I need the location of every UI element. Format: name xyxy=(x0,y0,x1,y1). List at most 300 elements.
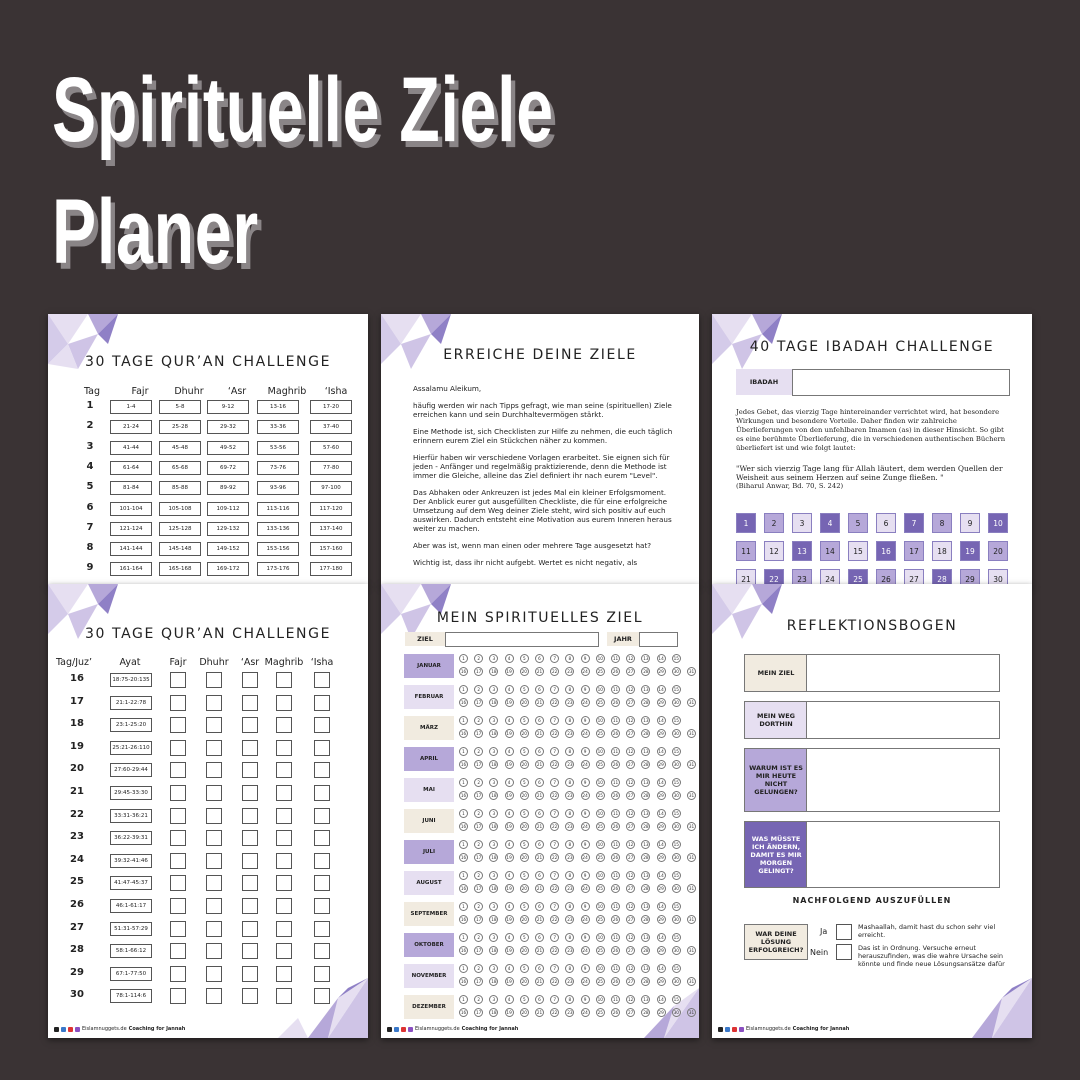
day-circle[interactable]: 30 xyxy=(673,886,679,891)
day-circle[interactable]: 20 xyxy=(521,669,527,674)
verse-range-box[interactable]: 77-80 xyxy=(310,461,352,475)
day-circle[interactable]: 25 xyxy=(597,669,603,674)
prayer-checkbox[interactable] xyxy=(314,921,330,937)
day-square[interactable]: 23 xyxy=(792,569,812,586)
verse-range-box[interactable]: 105-108 xyxy=(159,502,201,516)
day-circle[interactable]: 1 xyxy=(459,871,468,880)
day-circle[interactable]: 9 xyxy=(581,778,590,787)
day-circle[interactable]: 18 xyxy=(491,917,497,922)
day-circle[interactable]: 5 xyxy=(520,995,529,1004)
prayer-checkbox[interactable] xyxy=(170,672,186,688)
day-circle[interactable]: 21 xyxy=(536,855,543,860)
day-circle[interactable]: 28 xyxy=(643,762,649,767)
prayer-checkbox[interactable] xyxy=(206,717,222,733)
day-circle[interactable]: 5 xyxy=(520,809,529,818)
day-circle[interactable]: 16 xyxy=(460,700,467,705)
prayer-checkbox[interactable] xyxy=(314,898,330,914)
verse-range-box[interactable]: 53-56 xyxy=(257,441,299,455)
day-circle[interactable]: 13 xyxy=(643,687,649,692)
day-circle[interactable]: 22 xyxy=(552,886,558,891)
day-circle[interactable]: 14 xyxy=(658,935,664,940)
day-circle[interactable]: 5 xyxy=(520,654,529,663)
day-circle[interactable]: 3 xyxy=(489,871,498,880)
verse-range-box[interactable]: 85-88 xyxy=(159,481,201,495)
prayer-checkbox[interactable] xyxy=(206,853,222,869)
day-circle[interactable]: 25 xyxy=(597,855,603,860)
prayer-checkbox[interactable] xyxy=(276,921,292,937)
day-square[interactable]: 12 xyxy=(764,541,784,561)
prayer-checkbox[interactable] xyxy=(242,717,258,733)
day-circle[interactable]: 8 xyxy=(565,809,574,818)
day-circle[interactable]: 31 xyxy=(688,731,695,736)
day-circle[interactable]: 9 xyxy=(581,871,590,880)
day-circle[interactable]: 31 xyxy=(688,700,695,705)
prayer-checkbox[interactable] xyxy=(170,762,186,778)
day-circle[interactable]: 22 xyxy=(552,855,558,860)
day-square[interactable]: 19 xyxy=(960,541,980,561)
prayer-checkbox[interactable] xyxy=(170,921,186,937)
prayer-checkbox[interactable] xyxy=(314,875,330,891)
day-circle[interactable]: 1 xyxy=(459,716,468,725)
day-circle[interactable]: 22 xyxy=(552,948,558,953)
day-circle[interactable]: 17 xyxy=(476,824,482,829)
day-circle[interactable]: 5 xyxy=(520,747,529,756)
day-square[interactable]: 26 xyxy=(876,569,896,586)
day-circle[interactable]: 26 xyxy=(612,669,619,674)
day-circle[interactable]: 3 xyxy=(489,778,498,787)
prayer-checkbox[interactable] xyxy=(276,808,292,824)
prayer-checkbox[interactable] xyxy=(314,785,330,801)
verse-range-box[interactable]: 149-152 xyxy=(207,542,249,556)
prayer-checkbox[interactable] xyxy=(170,898,186,914)
day-circle[interactable]: 18 xyxy=(491,700,497,705)
day-circle[interactable]: 14 xyxy=(658,718,664,723)
day-circle[interactable]: 25 xyxy=(597,948,603,953)
day-circle[interactable]: 19 xyxy=(506,917,512,922)
day-circle[interactable]: 2 xyxy=(474,747,483,756)
day-circle[interactable]: 20 xyxy=(521,948,527,953)
day-circle[interactable]: 16 xyxy=(460,824,467,829)
day-circle[interactable]: 6 xyxy=(535,902,544,911)
day-circle[interactable]: 16 xyxy=(460,762,467,767)
day-circle[interactable]: 31 xyxy=(688,1010,695,1015)
day-circle[interactable]: 11 xyxy=(612,687,619,692)
day-square[interactable]: 29 xyxy=(960,569,980,586)
verse-range-box[interactable]: 121-124 xyxy=(110,522,152,536)
day-circle[interactable]: 26 xyxy=(612,948,619,953)
verse-range-box[interactable]: 45-48 xyxy=(159,441,201,455)
day-square[interactable]: 9 xyxy=(960,513,980,533)
day-circle[interactable]: 15 xyxy=(673,656,679,661)
day-circle[interactable]: 9 xyxy=(581,902,590,911)
verse-range-box[interactable]: 37-40 xyxy=(310,420,352,434)
day-circle[interactable]: 23 xyxy=(567,762,573,767)
day-circle[interactable]: 19 xyxy=(506,979,512,984)
day-circle[interactable]: 15 xyxy=(673,718,679,723)
day-circle[interactable]: 15 xyxy=(673,966,679,971)
prayer-checkbox[interactable] xyxy=(242,921,258,937)
prayer-checkbox[interactable] xyxy=(242,672,258,688)
day-circle[interactable]: 11 xyxy=(612,966,619,971)
day-circle[interactable]: 23 xyxy=(567,824,573,829)
prayer-checkbox[interactable] xyxy=(206,875,222,891)
day-circle[interactable]: 30 xyxy=(673,855,679,860)
day-circle[interactable]: 31 xyxy=(688,917,695,922)
day-square[interactable]: 4 xyxy=(820,513,840,533)
day-circle[interactable]: 10 xyxy=(597,904,603,909)
prayer-checkbox[interactable] xyxy=(170,943,186,959)
day-circle[interactable]: 10 xyxy=(597,873,603,878)
prayer-checkbox[interactable] xyxy=(242,966,258,982)
day-circle[interactable]: 19 xyxy=(506,762,512,767)
day-circle[interactable]: 7 xyxy=(550,995,559,1004)
verse-range-box[interactable]: 153-156 xyxy=(257,542,299,556)
day-circle[interactable]: 28 xyxy=(643,948,649,953)
day-square[interactable]: 14 xyxy=(820,541,840,561)
prayer-checkbox[interactable] xyxy=(276,830,292,846)
day-circle[interactable]: 17 xyxy=(476,979,482,984)
day-circle[interactable]: 5 xyxy=(520,685,529,694)
day-circle[interactable]: 24 xyxy=(582,731,588,736)
prayer-checkbox[interactable] xyxy=(170,695,186,711)
prayer-checkbox[interactable] xyxy=(314,740,330,756)
day-circle[interactable]: 31 xyxy=(688,979,695,984)
day-square[interactable]: 3 xyxy=(792,513,812,533)
day-square[interactable]: 6 xyxy=(876,513,896,533)
verse-range-box[interactable]: 161-164 xyxy=(110,562,152,576)
day-circle[interactable]: 4 xyxy=(505,685,514,694)
prayer-checkbox[interactable] xyxy=(170,875,186,891)
day-circle[interactable]: 2 xyxy=(474,778,483,787)
day-circle[interactable]: 12 xyxy=(628,966,634,971)
prayer-checkbox[interactable] xyxy=(206,898,222,914)
day-circle[interactable]: 12 xyxy=(628,718,634,723)
day-circle[interactable]: 6 xyxy=(535,716,544,725)
day-circle[interactable]: 14 xyxy=(658,749,664,754)
day-circle[interactable]: 17 xyxy=(476,1010,482,1015)
day-circle[interactable]: 13 xyxy=(643,935,649,940)
day-square[interactable]: 21 xyxy=(736,569,756,586)
day-circle[interactable]: 4 xyxy=(505,654,514,663)
day-circle[interactable]: 26 xyxy=(612,1010,619,1015)
day-circle[interactable]: 21 xyxy=(536,1010,543,1015)
day-circle[interactable]: 3 xyxy=(489,964,498,973)
day-circle[interactable]: 13 xyxy=(643,873,649,878)
verse-range-box[interactable]: 117-120 xyxy=(310,502,352,516)
day-circle[interactable]: 16 xyxy=(460,855,467,860)
day-circle[interactable]: 7 xyxy=(550,964,559,973)
day-circle[interactable]: 8 xyxy=(565,840,574,849)
day-circle[interactable]: 22 xyxy=(552,917,558,922)
day-circle[interactable]: 29 xyxy=(658,948,664,953)
day-circle[interactable]: 9 xyxy=(581,747,590,756)
day-circle[interactable]: 19 xyxy=(506,669,512,674)
verse-range-box[interactable]: 81-84 xyxy=(110,481,152,495)
day-circle[interactable]: 11 xyxy=(612,997,619,1002)
day-circle[interactable]: 23 xyxy=(567,793,573,798)
day-circle[interactable]: 23 xyxy=(567,669,573,674)
day-circle[interactable]: 29 xyxy=(658,762,664,767)
day-circle[interactable]: 10 xyxy=(597,687,603,692)
day-circle[interactable]: 4 xyxy=(505,995,514,1004)
day-square[interactable]: 15 xyxy=(848,541,868,561)
verse-range-box[interactable]: 9-12 xyxy=(207,400,249,414)
day-circle[interactable]: 18 xyxy=(491,855,497,860)
day-circle[interactable]: 22 xyxy=(552,979,558,984)
day-circle[interactable]: 6 xyxy=(535,840,544,849)
day-circle[interactable]: 26 xyxy=(612,762,619,767)
day-circle[interactable]: 19 xyxy=(506,1010,512,1015)
day-circle[interactable]: 20 xyxy=(521,824,527,829)
verse-range-box[interactable]: 129-132 xyxy=(207,522,249,536)
prayer-checkbox[interactable] xyxy=(242,785,258,801)
prayer-checkbox[interactable] xyxy=(206,672,222,688)
day-circle[interactable]: 13 xyxy=(643,842,649,847)
prayer-checkbox[interactable] xyxy=(242,808,258,824)
day-circle[interactable]: 15 xyxy=(673,811,679,816)
prayer-checkbox[interactable] xyxy=(276,943,292,959)
prayer-checkbox[interactable] xyxy=(206,943,222,959)
day-circle[interactable]: 29 xyxy=(658,886,664,891)
day-circle[interactable]: 20 xyxy=(521,700,527,705)
day-circle[interactable]: 28 xyxy=(643,1010,649,1015)
verse-range-box[interactable]: 145-148 xyxy=(159,542,201,556)
day-circle[interactable]: 13 xyxy=(643,997,649,1002)
day-circle[interactable]: 20 xyxy=(521,1010,527,1015)
day-circle[interactable]: 24 xyxy=(582,824,588,829)
prayer-checkbox[interactable] xyxy=(242,695,258,711)
verse-range-box[interactable]: 109-112 xyxy=(207,502,249,516)
day-circle[interactable]: 6 xyxy=(535,964,544,973)
day-circle[interactable]: 24 xyxy=(582,917,588,922)
day-square[interactable]: 1 xyxy=(736,513,756,533)
prayer-checkbox[interactable] xyxy=(276,740,292,756)
reflection-input-aendern[interactable] xyxy=(806,821,1000,888)
day-circle[interactable]: 19 xyxy=(506,886,512,891)
day-circle[interactable]: 31 xyxy=(688,886,695,891)
day-circle[interactable]: 23 xyxy=(567,1010,573,1015)
day-circle[interactable]: 18 xyxy=(491,762,497,767)
day-circle[interactable]: 23 xyxy=(567,886,573,891)
day-square[interactable]: 22 xyxy=(764,569,784,586)
day-circle[interactable]: 9 xyxy=(581,995,590,1004)
day-circle[interactable]: 27 xyxy=(628,824,634,829)
day-circle[interactable]: 11 xyxy=(612,718,619,723)
day-circle[interactable]: 12 xyxy=(628,935,634,940)
day-circle[interactable]: 28 xyxy=(643,669,649,674)
prayer-checkbox[interactable] xyxy=(314,808,330,824)
day-circle[interactable]: 22 xyxy=(552,731,558,736)
day-circle[interactable]: 21 xyxy=(536,731,543,736)
day-circle[interactable]: 21 xyxy=(536,762,543,767)
day-circle[interactable]: 3 xyxy=(489,654,498,663)
day-circle[interactable]: 17 xyxy=(476,855,482,860)
day-circle[interactable]: 28 xyxy=(643,917,649,922)
day-circle[interactable]: 27 xyxy=(628,948,634,953)
prayer-checkbox[interactable] xyxy=(170,785,186,801)
day-circle[interactable]: 12 xyxy=(628,873,634,878)
day-circle[interactable]: 25 xyxy=(597,793,603,798)
day-circle[interactable]: 24 xyxy=(582,700,588,705)
day-square[interactable]: 16 xyxy=(876,541,896,561)
day-circle[interactable]: 24 xyxy=(582,793,588,798)
day-circle[interactable]: 29 xyxy=(658,793,664,798)
verse-range-box[interactable]: 137-140 xyxy=(310,522,352,536)
verse-range-box[interactable]: 97-100 xyxy=(310,481,352,495)
day-circle[interactable]: 24 xyxy=(582,948,588,953)
day-circle[interactable]: 1 xyxy=(459,964,468,973)
day-circle[interactable]: 20 xyxy=(521,855,527,860)
reflection-input-warum[interactable] xyxy=(806,748,1000,812)
day-circle[interactable]: 7 xyxy=(550,685,559,694)
day-circle[interactable]: 26 xyxy=(612,917,619,922)
day-circle[interactable]: 28 xyxy=(643,793,649,798)
prayer-checkbox[interactable] xyxy=(314,717,330,733)
day-circle[interactable]: 14 xyxy=(658,873,664,878)
day-circle[interactable]: 15 xyxy=(673,780,679,785)
day-circle[interactable]: 27 xyxy=(628,762,634,767)
day-circle[interactable]: 25 xyxy=(597,886,603,891)
prayer-checkbox[interactable] xyxy=(206,921,222,937)
day-circle[interactable]: 17 xyxy=(476,793,482,798)
day-circle[interactable]: 11 xyxy=(612,873,619,878)
day-circle[interactable]: 24 xyxy=(582,1010,588,1015)
prayer-checkbox[interactable] xyxy=(206,695,222,711)
day-circle[interactable]: 5 xyxy=(520,902,529,911)
verse-range-box[interactable]: 73-76 xyxy=(257,461,299,475)
day-circle[interactable]: 16 xyxy=(460,1010,467,1015)
day-circle[interactable]: 20 xyxy=(521,979,527,984)
day-circle[interactable]: 17 xyxy=(476,886,482,891)
prayer-checkbox[interactable] xyxy=(242,830,258,846)
day-square[interactable]: 25 xyxy=(848,569,868,586)
day-square[interactable]: 27 xyxy=(904,569,924,586)
day-circle[interactable]: 11 xyxy=(612,842,619,847)
day-square[interactable]: 20 xyxy=(988,541,1008,561)
day-circle[interactable]: 8 xyxy=(565,995,574,1004)
day-circle[interactable]: 1 xyxy=(459,654,468,663)
prayer-checkbox[interactable] xyxy=(170,830,186,846)
day-circle[interactable]: 16 xyxy=(460,793,467,798)
day-circle[interactable]: 17 xyxy=(476,762,482,767)
day-circle[interactable]: 27 xyxy=(628,669,634,674)
day-circle[interactable]: 26 xyxy=(612,855,619,860)
day-circle[interactable]: 6 xyxy=(535,654,544,663)
verse-range-box[interactable]: 125-128 xyxy=(159,522,201,536)
day-circle[interactable]: 24 xyxy=(582,979,588,984)
day-circle[interactable]: 28 xyxy=(643,855,649,860)
day-circle[interactable]: 18 xyxy=(491,1010,497,1015)
day-square[interactable]: 17 xyxy=(904,541,924,561)
day-circle[interactable]: 20 xyxy=(521,886,527,891)
prayer-checkbox[interactable] xyxy=(276,695,292,711)
day-circle[interactable]: 8 xyxy=(565,747,574,756)
day-circle[interactable]: 25 xyxy=(597,1010,603,1015)
day-circle[interactable]: 8 xyxy=(565,654,574,663)
day-circle[interactable]: 23 xyxy=(567,917,573,922)
day-circle[interactable]: 25 xyxy=(597,731,603,736)
day-circle[interactable]: 14 xyxy=(658,997,664,1002)
day-circle[interactable]: 14 xyxy=(658,811,664,816)
day-circle[interactable]: 13 xyxy=(643,811,649,816)
day-circle[interactable]: 5 xyxy=(520,840,529,849)
ja-checkbox[interactable] xyxy=(836,924,852,940)
day-circle[interactable]: 14 xyxy=(658,656,664,661)
verse-range-box[interactable]: 177-180 xyxy=(310,562,352,576)
day-circle[interactable]: 28 xyxy=(643,824,649,829)
day-circle[interactable]: 8 xyxy=(565,685,574,694)
prayer-checkbox[interactable] xyxy=(314,853,330,869)
day-circle[interactable]: 8 xyxy=(565,933,574,942)
day-circle[interactable]: 22 xyxy=(552,793,558,798)
nein-checkbox[interactable] xyxy=(836,944,852,960)
day-circle[interactable]: 12 xyxy=(628,749,634,754)
day-circle[interactable]: 5 xyxy=(520,933,529,942)
day-circle[interactable]: 10 xyxy=(597,656,603,661)
day-circle[interactable]: 3 xyxy=(489,685,498,694)
verse-range-box[interactable]: 13-16 xyxy=(257,400,299,414)
day-circle[interactable]: 1 xyxy=(459,685,468,694)
day-circle[interactable]: 14 xyxy=(658,687,664,692)
verse-range-box[interactable]: 113-116 xyxy=(257,502,299,516)
day-circle[interactable]: 12 xyxy=(628,687,634,692)
day-square[interactable]: 11 xyxy=(736,541,756,561)
day-circle[interactable]: 2 xyxy=(474,964,483,973)
day-circle[interactable]: 3 xyxy=(489,995,498,1004)
day-circle[interactable]: 6 xyxy=(535,933,544,942)
day-circle[interactable]: 2 xyxy=(474,902,483,911)
verse-range-box[interactable]: 69-72 xyxy=(207,461,249,475)
day-circle[interactable]: 27 xyxy=(628,731,634,736)
day-circle[interactable]: 19 xyxy=(506,731,512,736)
verse-range-box[interactable]: 89-92 xyxy=(207,481,249,495)
day-circle[interactable]: 28 xyxy=(643,731,649,736)
day-circle[interactable]: 11 xyxy=(612,780,619,785)
day-circle[interactable]: 23 xyxy=(567,731,573,736)
day-square[interactable]: 8 xyxy=(932,513,952,533)
day-circle[interactable]: 10 xyxy=(597,997,603,1002)
day-circle[interactable]: 6 xyxy=(535,871,544,880)
day-square[interactable]: 18 xyxy=(932,541,952,561)
day-circle[interactable]: 30 xyxy=(673,762,679,767)
day-circle[interactable]: 12 xyxy=(628,904,634,909)
prayer-checkbox[interactable] xyxy=(170,853,186,869)
day-circle[interactable]: 7 xyxy=(550,809,559,818)
prayer-checkbox[interactable] xyxy=(206,808,222,824)
day-circle[interactable]: 9 xyxy=(581,654,590,663)
day-circle[interactable]: 28 xyxy=(643,979,649,984)
day-circle[interactable]: 16 xyxy=(460,917,467,922)
verse-range-box[interactable]: 173-176 xyxy=(257,562,299,576)
prayer-checkbox[interactable] xyxy=(206,740,222,756)
prayer-checkbox[interactable] xyxy=(276,762,292,778)
verse-range-box[interactable]: 33-36 xyxy=(257,420,299,434)
verse-range-box[interactable]: 141-144 xyxy=(110,542,152,556)
day-circle[interactable]: 13 xyxy=(643,749,649,754)
day-circle[interactable]: 25 xyxy=(597,917,603,922)
reflection-input-weg[interactable] xyxy=(806,701,1000,739)
day-circle[interactable]: 13 xyxy=(643,904,649,909)
day-circle[interactable]: 7 xyxy=(550,716,559,725)
prayer-checkbox[interactable] xyxy=(242,943,258,959)
day-circle[interactable]: 26 xyxy=(612,886,619,891)
day-circle[interactable]: 6 xyxy=(535,809,544,818)
prayer-checkbox[interactable] xyxy=(314,695,330,711)
reflection-input-ziel[interactable] xyxy=(806,654,1000,692)
prayer-checkbox[interactable] xyxy=(170,717,186,733)
day-circle[interactable]: 1 xyxy=(459,933,468,942)
prayer-checkbox[interactable] xyxy=(276,853,292,869)
